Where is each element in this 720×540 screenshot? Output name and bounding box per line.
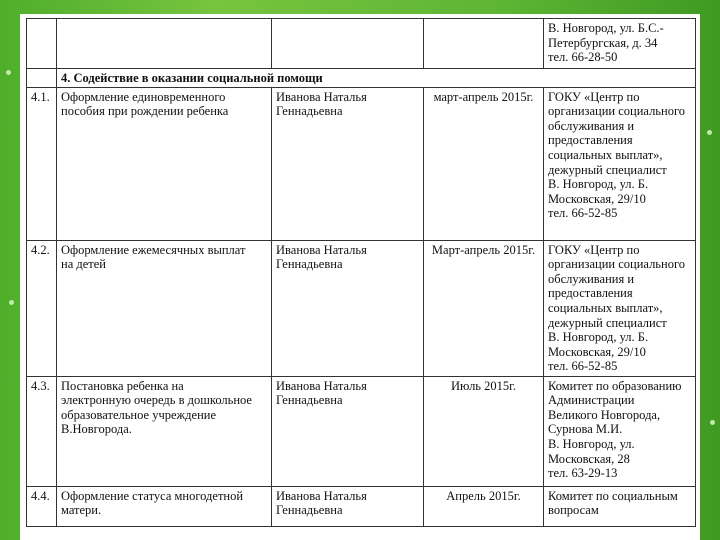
org-line: Сурнова М.И. bbox=[548, 422, 623, 437]
section-header-row bbox=[27, 69, 696, 88]
person-line: Иванова Наталья bbox=[276, 378, 367, 393]
events-table bbox=[26, 18, 696, 527]
person-line: Геннадьевна bbox=[276, 104, 343, 119]
row-number: 4.3. bbox=[27, 376, 57, 486]
org-line: Московская, 28 bbox=[548, 451, 630, 466]
date-cell bbox=[424, 19, 544, 69]
service-line: пособия при рождении ребенка bbox=[61, 104, 229, 119]
service-line: Оформление ежемесячных выплат bbox=[61, 242, 246, 257]
org-line: организации социального bbox=[548, 104, 686, 119]
org-line: тел. 66-52-85 bbox=[548, 359, 618, 374]
org-line: ГОКУ «Центр по bbox=[548, 242, 640, 257]
date-cell: Апрель 2015г. bbox=[424, 486, 544, 526]
service-line: образовательное учреждение bbox=[61, 407, 217, 422]
service-line: на детей bbox=[61, 257, 106, 272]
table-row bbox=[27, 376, 696, 486]
org-line: дежурный специалист bbox=[548, 315, 667, 330]
date-cell: Март-апрель 2015г. bbox=[424, 240, 544, 376]
org-line: Московская, 29/10 bbox=[548, 191, 646, 206]
org-line: предоставления bbox=[548, 133, 633, 148]
service-line: В.Новгорода. bbox=[61, 422, 132, 437]
org-line: Комитет по социальным bbox=[548, 488, 678, 503]
service-line: Оформление единовременного bbox=[61, 89, 226, 104]
num-cell bbox=[27, 69, 57, 88]
person-line: Геннадьевна bbox=[276, 393, 343, 408]
org-line: Петербургская, д. 34 bbox=[548, 35, 658, 50]
org-line: вопросам bbox=[548, 503, 599, 518]
service-line: Оформление статуса многодетной bbox=[61, 488, 244, 503]
date-cell: март-апрель 2015г. bbox=[424, 87, 544, 240]
org-line: обслуживания и bbox=[548, 271, 635, 286]
org-line: социальных выплат», bbox=[548, 147, 663, 162]
person-line: Иванова Наталья bbox=[276, 89, 367, 104]
org-cell bbox=[544, 19, 696, 69]
person-cell bbox=[272, 19, 424, 69]
row-number: 4.1. bbox=[27, 87, 57, 240]
org-cell bbox=[544, 486, 696, 526]
org-cell bbox=[544, 87, 696, 240]
service-cell bbox=[57, 376, 272, 486]
org-line: тел. 66-28-50 bbox=[548, 50, 618, 65]
org-line: предоставления bbox=[548, 286, 633, 301]
decor-dot bbox=[6, 70, 11, 75]
org-cell bbox=[544, 376, 696, 486]
person-cell bbox=[272, 240, 424, 376]
org-line: В. Новгород, ул. bbox=[548, 436, 635, 451]
org-line: Комитет по образованию bbox=[548, 378, 682, 393]
org-cell bbox=[544, 240, 696, 376]
service-line: электронную очередь в дошкольное bbox=[61, 393, 252, 408]
table-row bbox=[27, 19, 696, 69]
person-line: Геннадьевна bbox=[276, 257, 343, 272]
decor-dot bbox=[9, 300, 14, 305]
org-line: тел. 66-52-85 bbox=[548, 206, 618, 221]
person-cell bbox=[272, 486, 424, 526]
org-line: тел. 63-29-13 bbox=[548, 466, 618, 481]
table-row bbox=[27, 87, 696, 240]
person-line: Иванова Наталья bbox=[276, 488, 367, 503]
decor-dot bbox=[710, 420, 715, 425]
service-cell bbox=[57, 240, 272, 376]
person-cell bbox=[272, 87, 424, 240]
document-page bbox=[20, 14, 700, 540]
service-line: Постановка ребенка на bbox=[61, 378, 184, 393]
service-cell bbox=[57, 87, 272, 240]
org-line: Администрации bbox=[548, 393, 635, 408]
org-line: организации социального bbox=[548, 257, 686, 272]
org-line: В. Новгород, ул. Б.С.- bbox=[548, 21, 664, 35]
row-number: 4.2. bbox=[27, 240, 57, 376]
num-cell bbox=[27, 19, 57, 69]
org-line: обслуживания и bbox=[548, 118, 635, 133]
service-line: матери. bbox=[61, 503, 102, 518]
decor-dot bbox=[707, 130, 712, 135]
section-title: 4. Содействие в оказании социальной помощи bbox=[57, 69, 696, 88]
org-line: дежурный специалист bbox=[548, 162, 667, 177]
org-line: ГОКУ «Центр по bbox=[548, 89, 640, 104]
person-line: Геннадьевна bbox=[276, 503, 343, 518]
person-cell bbox=[272, 376, 424, 486]
table-row bbox=[27, 240, 696, 376]
row-number: 4.4. bbox=[27, 486, 57, 526]
service-cell bbox=[57, 19, 272, 69]
date-cell: Июль 2015г. bbox=[424, 376, 544, 486]
service-cell bbox=[57, 486, 272, 526]
table-row bbox=[27, 486, 696, 526]
org-line: В. Новгород, ул. Б. bbox=[548, 330, 649, 345]
org-line: социальных выплат», bbox=[548, 300, 663, 315]
person-line: Иванова Наталья bbox=[276, 242, 367, 257]
org-line: Московская, 29/10 bbox=[548, 344, 646, 359]
org-line: Великого Новгорода, bbox=[548, 407, 661, 422]
org-line: В. Новгород, ул. Б. bbox=[548, 177, 649, 192]
